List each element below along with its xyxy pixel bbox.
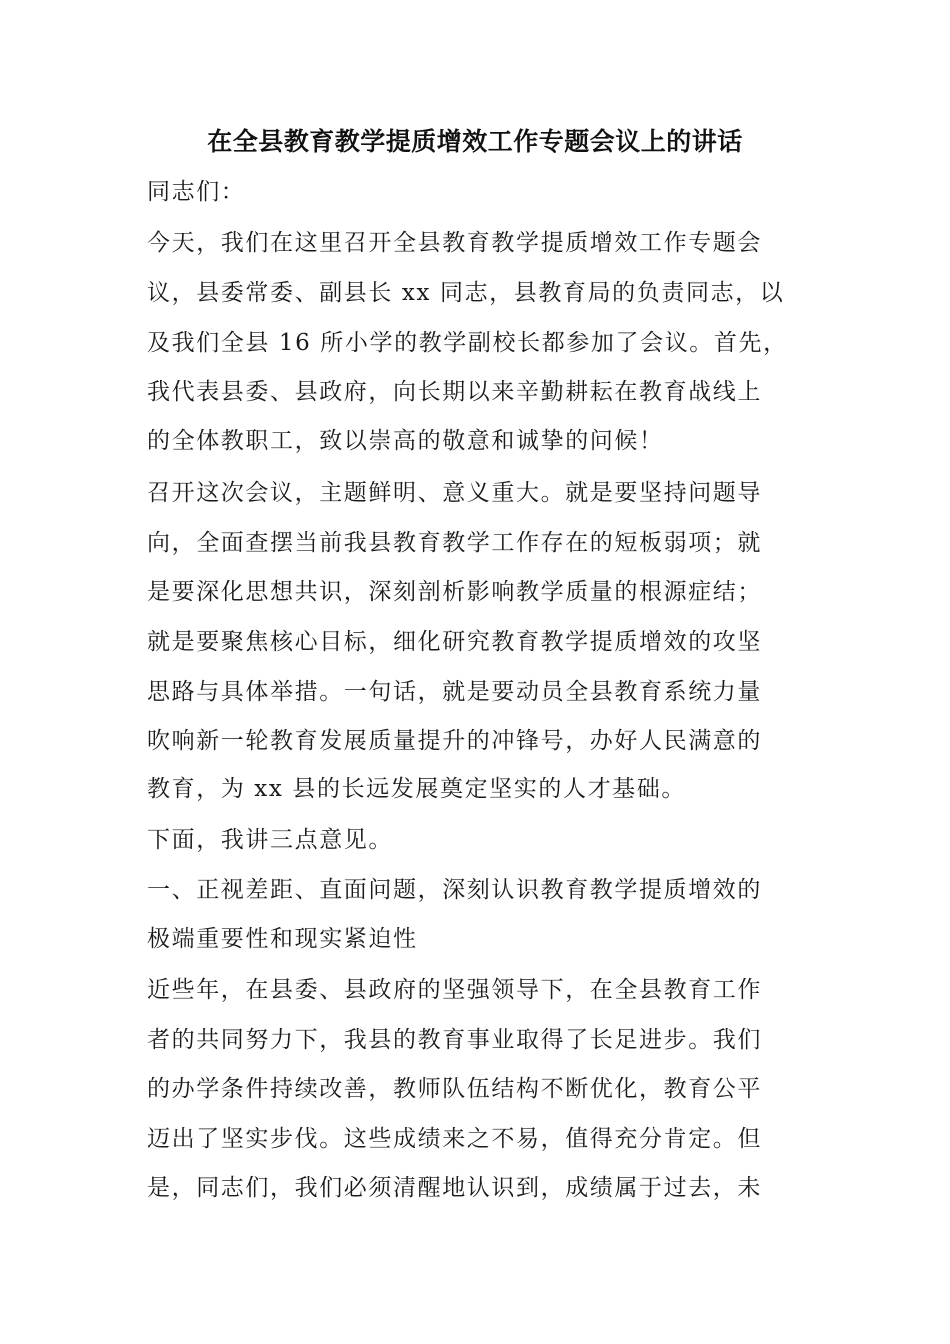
text-line: 思路与具体举措。一句话，就是要动员全县教育系统力量 <box>147 679 762 705</box>
text-line: 我代表县委、县政府，向长期以来辛勤耕耘在教育战线上 <box>147 379 762 405</box>
text-line: 教育，为 xx 县的长远发展奠定坚实的人才基础。 <box>147 776 686 802</box>
text-line: 向，全面查摆当前我县教育教学工作存在的短板弱项；就 <box>147 530 762 556</box>
text-line: 召开这次会议，主题鲜明、意义重大。就是要坚持问题导 <box>147 480 762 506</box>
text-line: 同志们： <box>147 179 246 205</box>
document-title: 在全县教育教学提质增效工作专题会议上的讲话 <box>207 127 743 156</box>
text-line: 近些年，在县委、县政府的坚强领导下，在全县教育工作 <box>147 977 762 1003</box>
section-heading: 一、正视差距、直面问题，深刻认识教育教学提质增效的 <box>147 877 762 903</box>
text-line: 下面，我讲三点意见。 <box>147 827 393 853</box>
text-line: 的办学条件持续改善，教师队伍结构不断优化，教育公平 <box>147 1076 762 1102</box>
text-line: 是，同志们，我们必须清醒地认识到，成绩属于过去，未 <box>147 1175 762 1201</box>
text-line: 及我们全县 16 所小学的教学副校长都参加了会议。首先， <box>147 330 788 356</box>
text-line: 的全体教职工，致以崇高的敬意和诚挚的问候！ <box>147 428 664 454</box>
text-line: 今天，我们在这里召开全县教育教学提质增效工作专题会 <box>147 230 762 256</box>
text-line: 议，县委常委、副县长 xx 同志，县教育局的负责同志，以 <box>147 280 785 306</box>
text-line: 者的共同努力下，我县的教育事业取得了长足进步。我们 <box>147 1027 762 1053</box>
section-heading: 极端重要性和现实紧迫性 <box>147 926 418 952</box>
text-line: 迈出了坚实步伐。这些成绩来之不易，值得充分肯定。但 <box>147 1126 762 1152</box>
text-line: 吹响新一轮教育发展质量提升的冲锋号，办好人民满意的 <box>147 728 762 754</box>
text-line: 是要深化思想共识，深刻剖析影响教学质量的根源症结； <box>147 579 762 605</box>
text-line: 就是要聚焦核心目标，细化研究教育教学提质增效的攻坚 <box>147 629 762 655</box>
